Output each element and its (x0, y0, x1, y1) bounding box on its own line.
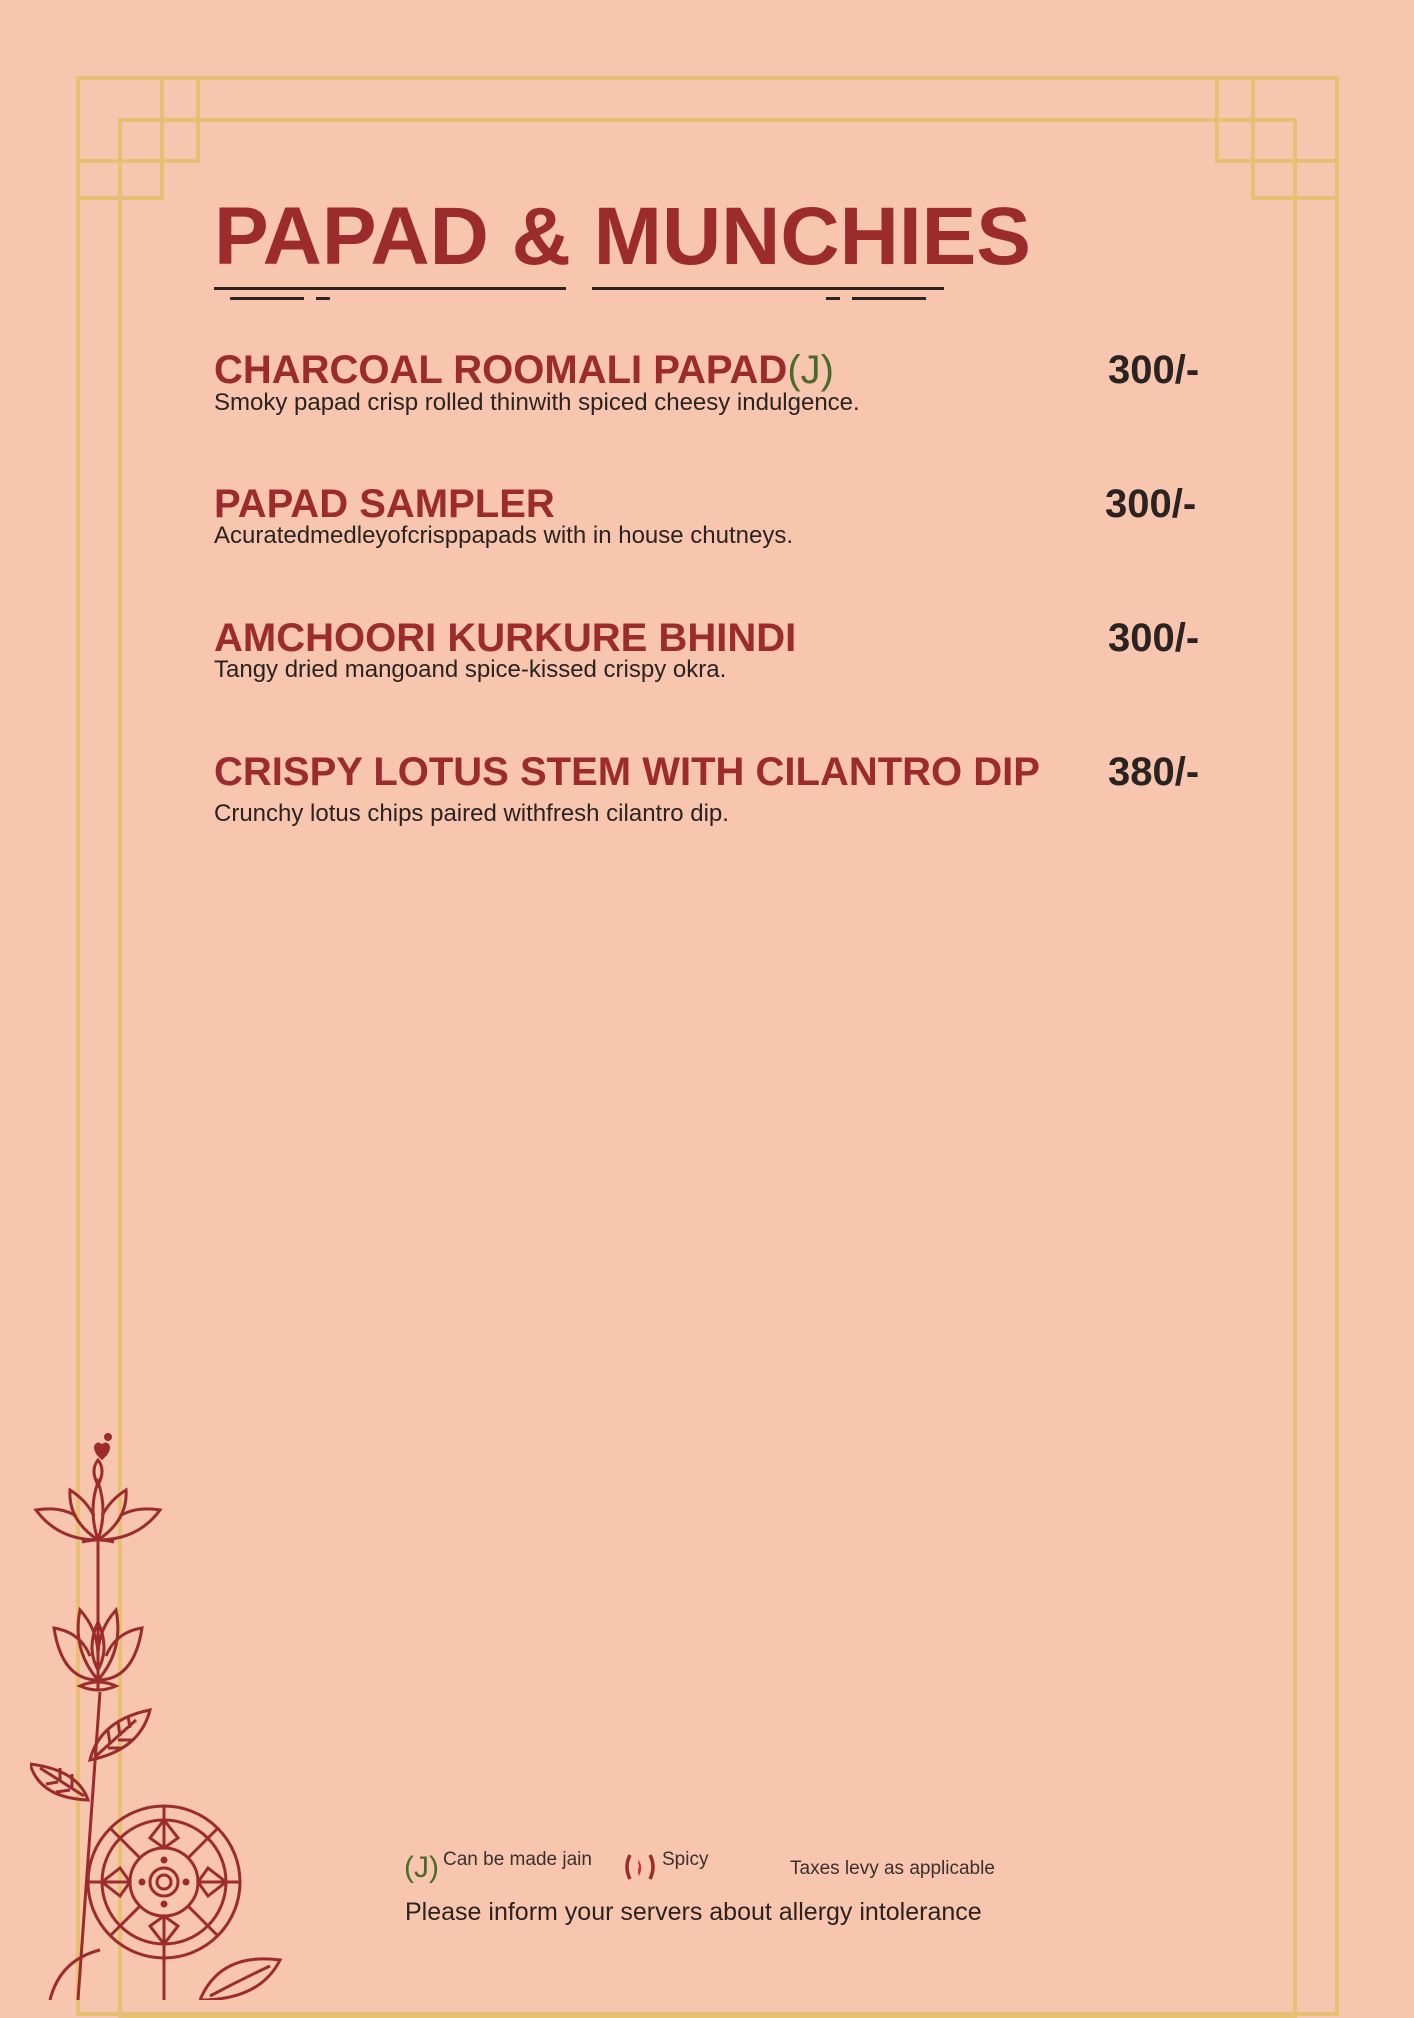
menu-item-name: PAPAD SAMPLER (214, 482, 555, 526)
menu-item-price: 300/- (1108, 348, 1200, 392)
lotus-illustration (30, 1430, 290, 2005)
menu-item-description: Crunchy lotus chips paired withfresh cilantro dip. (214, 800, 729, 827)
taxes-note: Taxes levy as applicable (790, 1858, 995, 1879)
menu-item-name-text: CHARCOAL ROOMALI PAPAD (214, 348, 788, 392)
menu-item-description: Acuratedmedleyofcrisppapads with in house chutneys. (214, 522, 793, 549)
allergy-note: Please inform your servers about allergy intolerance (405, 1898, 982, 1926)
jain-mark: (J) (787, 348, 834, 392)
menu-item-description: Tangy dried mangoand spice-kissed crispy okra. (214, 656, 727, 683)
menu-item-price: 300/- (1105, 482, 1197, 526)
title-underline-6 (852, 297, 926, 300)
menu-item-price: 380/- (1108, 750, 1200, 794)
menu-item-name: AMCHOORI KURKURE BHINDI (214, 616, 797, 660)
menu-item-name: CRISPY LOTUS STEM WITH CILANTRO DIP (214, 750, 1040, 794)
spicy-legend-label: Spicy (662, 1849, 709, 1870)
menu-item-price: 300/- (1108, 616, 1200, 660)
title-underline-4 (316, 297, 330, 300)
corner-square-top-left-2 (76, 76, 164, 200)
title-underline-3 (230, 297, 304, 300)
jain-icon: (J) (404, 1851, 439, 1884)
title-underline-5 (826, 297, 840, 300)
page-title: PAPAD & MUNCHIES (214, 191, 1031, 282)
menu-item-name (214, 350, 834, 390)
title-underline-2 (592, 287, 944, 290)
menu-item-description: Smoky papad crisp rolled thinwith spiced cheesy indulgence. (214, 389, 860, 416)
corner-square-top-right-2 (1251, 76, 1339, 200)
jain-legend-label: Can be made jain (443, 1849, 592, 1870)
title-underline-1 (214, 287, 566, 290)
chili-icon (622, 1852, 658, 1887)
